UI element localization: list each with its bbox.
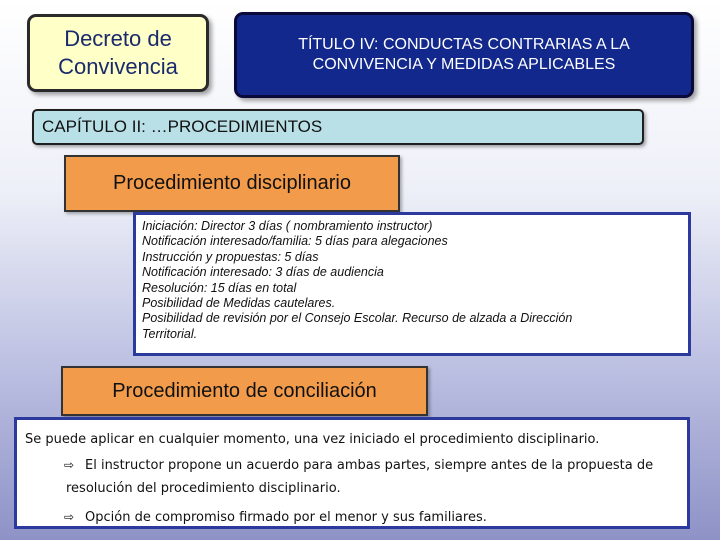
conciliation-intro: Se puede aplicar en cualquier momento, una vez iniciado el procedimiento disciplinario. [25,432,600,447]
chapter-title: CAPÍTULO II: …PROCEDIMIENTOS [42,117,323,136]
title-box [234,12,694,98]
conciliation-content-box [14,417,690,529]
disciplinary-line: Notificación interesado/familia: 5 días para alegaciones [142,234,448,249]
disciplinary-line: Posibilidad de revisión por el Consejo Escolar. Recurso de alzada a Dirección [142,311,573,326]
title-line-2: CONVIVENCIA Y MEDIDAS APLICABLES [312,56,616,73]
arrow-bullet-icon: ⇨ [64,510,75,524]
disciplinary-line: Notificación interesado: 3 días de audiencia [142,265,384,280]
conciliation-item-text: Opción de compromiso firmado por el menor y sus familiares. [85,510,487,525]
conciliation-item [25,506,679,529]
title-line-1: TÍTULO IV: CONDUCTAS CONTRARIAS A LA [298,36,630,53]
decreto-line-1: Decreto de [64,26,172,51]
decreto-box [27,14,209,92]
decreto-line-2: Convivencia [58,54,178,79]
disciplinary-line: Posibilidad de Medidas cautelares. [142,296,336,311]
conciliation-item-text: El instructor propone un acuerdo para ambas partes, siempre antes de la propuesta de resolución del procedimiento disciplinario. [66,458,654,496]
disciplinary-line: Territorial. [142,326,198,341]
disciplinary-content-box [133,212,691,356]
disciplinary-heading: Procedimiento disciplinario [113,172,351,194]
conciliation-item [25,454,679,500]
disciplinary-line: Iniciación: Director 3 días ( nombramiento instructor) [142,219,433,233]
arrow-bullet-icon: ⇨ [64,458,75,472]
disciplinary-line: Resolución: 15 días en total [142,280,297,295]
disciplinary-heading-box [64,155,400,212]
conciliation-heading-box [61,366,428,416]
disciplinary-line: Instrucción y propuestas: 5 días [142,249,319,264]
chapter-box [32,109,644,145]
conciliation-heading: Procedimiento de conciliación [112,379,377,402]
